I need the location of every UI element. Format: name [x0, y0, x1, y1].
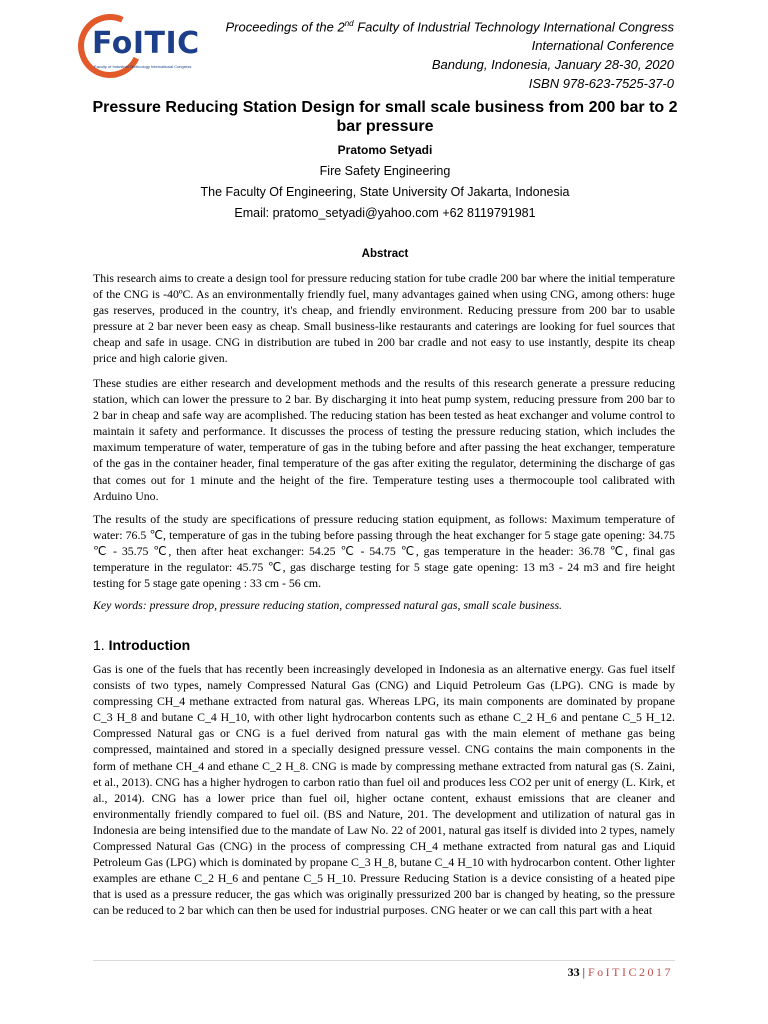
logo-subtext: Faculty of Industrial Technology International Congress — [94, 64, 192, 69]
conference-type: International Conference — [531, 38, 674, 54]
author-institution: The Faculty Of Engineering, State University Of Jakarta, Indonesia — [200, 185, 570, 199]
proceedings-header — [225, 14, 674, 93]
keywords: Key words: pressure drop, pressure reducing station, compressed natural gas, small scale business. — [93, 598, 563, 612]
paper-title: Pressure Reducing Station Design for small scale business from 200 bar to 2 bar pressure — [92, 99, 678, 135]
author-contact: Email: pratomo_setyadi@yahoo.com +62 8119791981 — [234, 206, 536, 220]
proceedings-line: Proceedings of the 2nd Faculty of Industrial Technology International Congress — [225, 19, 674, 35]
footer-divider — [93, 960, 675, 961]
logo-text: FoITIC — [92, 26, 200, 61]
author-name: Pratomo Setyadi — [337, 143, 433, 157]
abstract-heading: Abstract — [361, 248, 409, 260]
isbn: ISBN 978-623-7525-37-0 — [528, 76, 674, 92]
section-title: Introduction — [108, 637, 191, 653]
introduction-paragraph: Gas is one of the fuels that has recently been increasingly developed in Indonesia as an alternative energy. Gas fuel itself consists of two types, namely Compressed Natural Gas (CNG) and Liquid Petroleum Gas (LPG). CNG is made by compressing CH_4 methane extracted from natural gas. Whereas LPG, its main components are dominated by propane C_3 H_8 and butane C_4 H_10, with other light hydrocarbon contents such as ethane C_2 H_6 and pentane C_5 H_12. Compressed Natural gas or CNG is a fuel derived from natural gas with the main element of methane gas being compressed, maintained and stored in a specially designed pressure vessel. CNG contains the main components in the form of methane CH_4 and ethane C_2 H_8. CNG is made by compressing methane extracted from natural gas (S. Zaini, et al., 2013). CNG has a higher hydrogen to carbon ratio than fuel oil and produces less CO2 per unit of energy (L. Kirk, et al., 2014). CNG has a lower price than fuel oil, higher octane content, exhaust emissions that are cleaner and environmentally friendly compared to fuel oil. (BS and Nature, 201. The development and utilization of natural gas in Indonesia are being intensified due to the mandate of Law No. 22 of 2001, natural gas itself is divided into 2 types, namely Compressed Natural Gas (CNG) in the process of compressing CH_4 methane extracted from natural gas and Liquid Petroleum Gas (LPG) which is dominated by propane C_3 H_8, butane C_4 H_10 with hydrocarbon content. Other lighter examples are ethane C_2 H_6 and pentane C_5 H_10. Pressure Reducing Station is a device consisting of a heated pipe that is used as a pressure reducer, the gas which was originally pressurized 200 bar is changed by heating, so the pressure can be reduced to 2 bar which can then be used for industrial purposes. CNG heater or we can call this part with a heat — [93, 662, 675, 918]
section-number: 1. — [93, 637, 105, 653]
page-number: 33 — [567, 965, 580, 979]
section-heading — [93, 637, 190, 653]
footer-separator: | — [582, 965, 585, 979]
abstract-paragraph: This research aims to create a design tool for pressure reducing station for tube cradle 200 bar where the initial temperature of the CNG is -40ºC. As an environmentally friendly fuel, many advantages gained when using CNG, among others: huge gas reserves, produced in the country, it's cheap, and friendly environment. Reducing pressure from 200 bar to usable pressure at 2 bar never been easy as cheap. Small business-like restaurants and caterings are looking for fuel sources that cheap and safe in usage. CNG in distribution are tubed in 200 bar cradle and not easy to use instantly, despite its cheap price and high calorie given. — [93, 271, 675, 366]
foitic-logo — [78, 14, 218, 80]
conference-location-date: Bandung, Indonesia, January 28-30, 2020 — [431, 57, 674, 73]
abstract-paragraph: These studies are either research and development methods and the results of this research generate a pressure reducing station, which can lower the pressure to 2 bar. By discharging it into heat pump system, reducing pressure from 200 bar to 2 bar in cheap and safe way are acomplished. The reducing station has been tested as heat exchanger and volume control to maintain it safety and performance. It discusses the process of testing the pressure reducing station, which includes the maximum temperature of water, temperature of gas in the tubing before and after passing the heat exchanger, temperature of the gas in the container header, final temperature of the gas after exiting the regulator, determining the discharge of gas that comes out for 1 minute and the height of the fire. Temperature testing uses a thermocouple tool calibrated with Arduino Uno. — [93, 376, 675, 503]
footer-conference: FoITIC2017 — [588, 965, 673, 979]
author-department: Fire Safety Engineering — [319, 164, 451, 178]
page-footer — [568, 965, 673, 980]
abstract-paragraph: The results of the study are specifications of pressure reducing station equipment, as follows: Maximum temperature of water: 76.5 ℃, temperature of gas in the tubing before passing through the heat exchanger for 5 stage gate opening: 34.75 ℃ - 35.75 ℃, then after heat exchanger: 54.25 ℃ - 54.75 ℃, gas temperature in the header: 36.78 ℃, final gas temperature in the regulator: 45.75 ℃, gas discharge testing for 5 stage gate opening: 13 m3 - 24 m3 and fire height testing for 5 stage gate opening : 33 cm - 56 cm. — [93, 512, 675, 591]
